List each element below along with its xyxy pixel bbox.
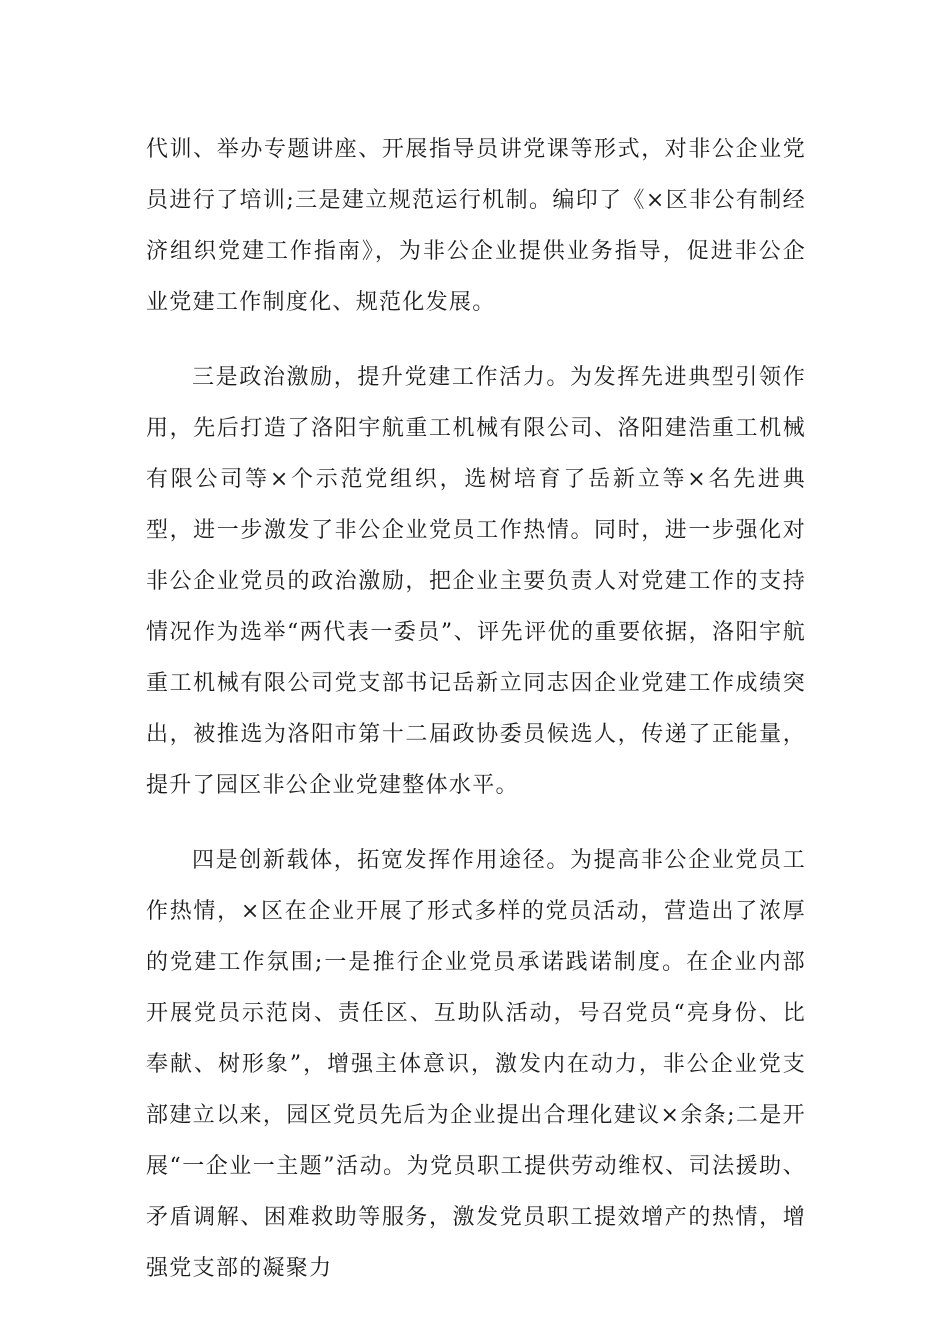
paragraph-political-incentive: 三是政治激励，提升党建工作活力。为发挥先进典型引领作用，先后打造了洛阳宇航重工机械有限公司、洛阳建浩重工机械有限公司等×个示范党组织，选树培育了岳新立等×名先进典型，进一步激发了非公企业党员工作热情。同时，进一步强化对非公企业党员的政治激励，把企业主要负责人对党建工作的支持情况作为选举“两代表一委员”、评先评优的重要依据，洛阳宇航重工机械有限公司党支部书记岳新立同志因企业党建工作成绩突出，被推选为洛阳市第十二届政协委员候选人，传递了正能量，提升了园区非公企业党建整体水平。 xyxy=(146,365,806,798)
document-body xyxy=(146,124,806,1294)
paragraph-training-mechanism: 代训、举办专题讲座、开展指导员讲党课等形式，对非公企业党员进行了培训;三是建立规范运行机制。编印了《×区非公有制经济组织党建工作指南》，为非公企业提供业务指导，促进非公企业党建工作制度化、规范化发展。 xyxy=(146,137,806,315)
paragraph-innovative-carrier: 四是创新载体，拓宽发挥作用途径。为提高非公企业党员工作热情，×区在企业开展了形式多样的党员活动，营造出了浓厚的党建工作氛围;一是推行企业党员承诺践诺制度。在企业内部开展党员示范岗、责任区、互助队活动，号召党员“亮身份、比奉献、树形象”，增强主体意识，激发内在动力，非公企业党支部建立以来，园区党员先后为企业提出合理化建议×余条;二是开展“一企业一主题”活动。为党员职工提供劳动维权、司法援助、矛盾调解、困难救助等服务，激发党员职工提效增产的热情，增强党支部的凝聚力 xyxy=(146,848,806,1281)
